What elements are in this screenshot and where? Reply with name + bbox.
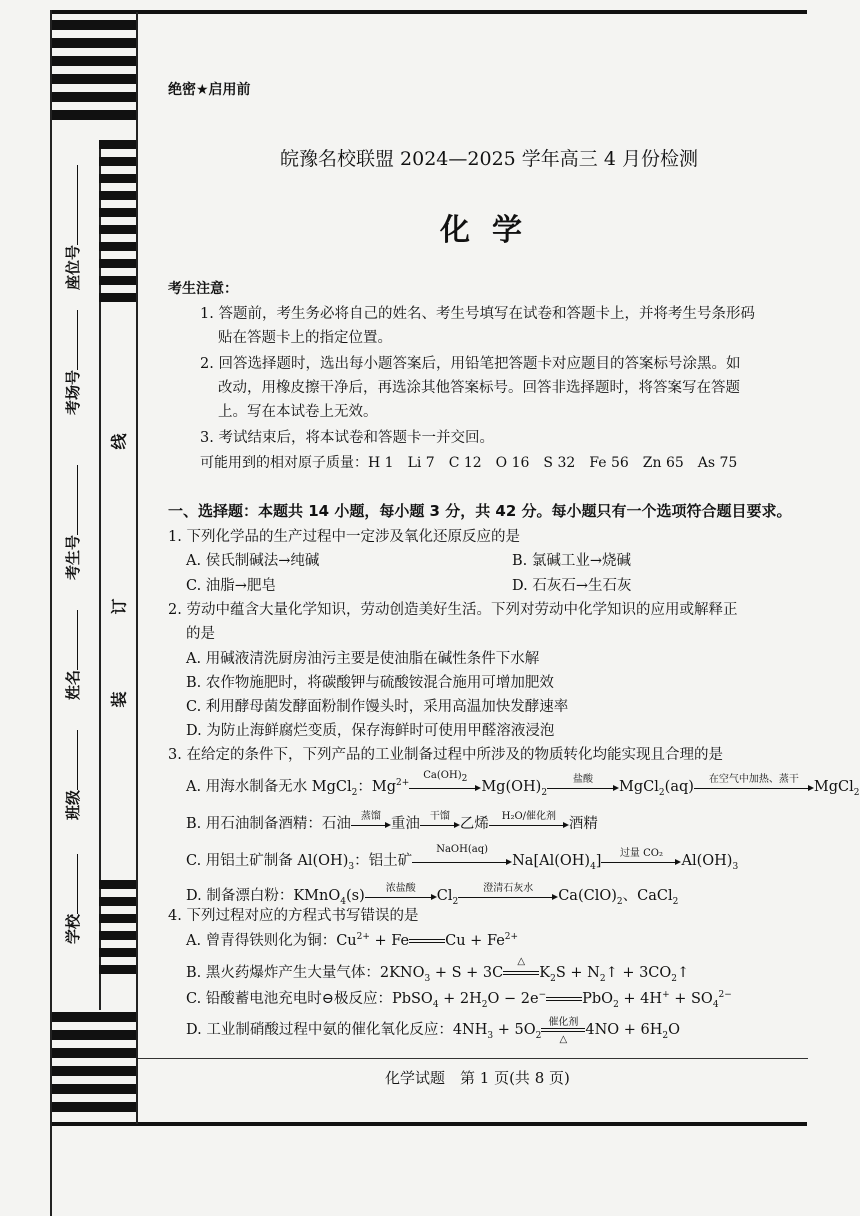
q2-stem-cont: 的是 [186,626,215,642]
q2-option-c: C. 利用酵母菌发酵面粉制作馒头时，采用高温加快发酵速率 [186,699,569,715]
binding-mark-staple: 订 [109,598,129,615]
q2-option-a: A. 用碱液清洗厨房油污主要是使油脂在碱性条件下水解 [186,651,540,667]
footer-divider [138,1058,808,1059]
q1-option-d: D. 石灰石→生石灰 [512,578,632,594]
q3-option-d: D. 制备漂白粉：KMnO$_4$(s) 浓盐酸 $Cl_2$ 澄清石灰水 $Ca(ClO)_2$、CaCl$_2$ [186,883,679,907]
q1-option-a: A. 侯氏制碱法→纯碱 [186,553,320,569]
binding-mark-bind: 装 [109,691,129,708]
q4-option-a: A. 曾青得铁则化为铜：$Cu^{2+} + Fe$ $Cu + Fe^{2+}$ [186,932,519,949]
page-footer: 化学试题 第 1 页(共 8 页) [385,1069,570,1087]
q3-option-a: A. 用海水制备无水 MgCl$_2$：$Mg^{2+}$ $Ca(OH)_2$ $Mg(OH)_2$ 盐酸 MgCl$_2$(aq) 在空气中加热、蒸干 MgCl$_2$ [186,770,860,798]
q4-stem: 4. 下列过程对应的方程式书写错误的是 [168,908,419,924]
field-exam-number: 考生号 [62,465,83,580]
notice-item-1: 1. 答题前，考生务必将自己的姓名、考生号填写在试卷和答题卡上，并将考生号条形码 [200,306,755,322]
bottom-border [52,1122,807,1126]
q1-option-b: B. 氯碱工业→烧碱 [512,553,632,569]
q1-option-c: C. 油脂→肥皂 [186,578,276,594]
notice-heading: 考生注意： [168,281,238,297]
exam-title: 皖豫名校联盟 2024—2025 学年高三 4 月份检测 [280,148,698,170]
q2-stem: 2. 劳动中蕴含大量化学知识，劳动创造美好生活。下列对劳动中化学知识的应用或解释正 [168,602,738,618]
field-school: 学校 [62,854,83,944]
field-name: 姓名 [62,610,83,700]
q3-option-b: B. 用石油制备酒精：石油 蒸馏 重油 干馏 乙烯 H₂O/催化剂 酒精 [186,811,598,832]
notice-item-3: 3. 考试结束后，将本试卷和答题卡一并交回。 [200,430,494,446]
notice-item-2: 2. 回答选择题时，选出每小题答案后，用铅笔把答题卡对应题目的答案标号涂黑。如 [200,356,741,372]
notice-item-1-cont: 贴在答题卡上的指定位置。 [218,330,392,346]
binding-mark-line: 线 [109,433,129,450]
q3-stem: 3. 在给定的条件下，下列产品的工业制备过程中所涉及的物质转化均能实现且合理的是 [168,747,723,763]
q2-option-b: B. 农作物施肥时，将碳酸钾与硫酸铵混合施用可增加肥效 [186,675,554,691]
atomic-masses: 可能用到的相对原子质量：H 1 Li 7 C 12 O 16 S 32 Fe 56 Zn 65 As 75 [200,455,738,471]
top-border [52,10,807,14]
q2-option-d: D. 为防止海鲜腐烂变质，保存海鲜时可使用甲醛溶液浸泡 [186,723,555,739]
minus-circle-icon: ⊖ [321,991,334,1007]
section-heading: 一、选择题：本题共 14 小题，每小题 3 分，共 42 分。每小题只有一个选项符合题目要求。 [168,502,792,520]
q1-stem: 1. 下列化学品的生产过程中一定涉及氧化还原反应的是 [168,529,520,545]
q3-option-c: C. 用铝土矿制备 $Al(OH)_3$：铝土矿 NaOH(aq) $Na[Al(OH)_4]$ 过量 CO₂ $Al(OH)_3$ [186,844,739,872]
field-room: 考场号 [62,310,83,415]
notice-item-2-cont2: 上。写在本试卷上无效。 [218,404,378,420]
subject-title: 化学 [440,213,544,248]
field-seat: 座位号 [62,165,83,290]
q4-option-c: C. 铅酸蓄电池充电时⊖极反应：PbSO$_4$ + $2H_2O - 2e^-$ $PbO_2 + 4H^+ + SO_4^{2-}$ [186,990,732,1010]
q4-option-b: B. 黑火药爆炸产生大量气体：$2KNO_3 + S + 3C$ △ $K_2S$ + $N_2↑$ + $3CO_2↑$ [186,956,690,984]
notice-item-2-cont: 改动，用橡皮擦干净后，再选涂其他答案标号。回答非选择题时，将答案写在答题 [218,380,740,396]
confidential-label: 绝密★启用前 [168,82,251,98]
field-class: 班级 [62,730,83,820]
binding-line-inner [136,12,138,1124]
q4-option-d: D. 工业制硝酸过程中氨的催化氧化反应：$4NH_3 + 5O_2$ 催化剂 △ $4NO + 6H_2O$ [186,1017,681,1045]
